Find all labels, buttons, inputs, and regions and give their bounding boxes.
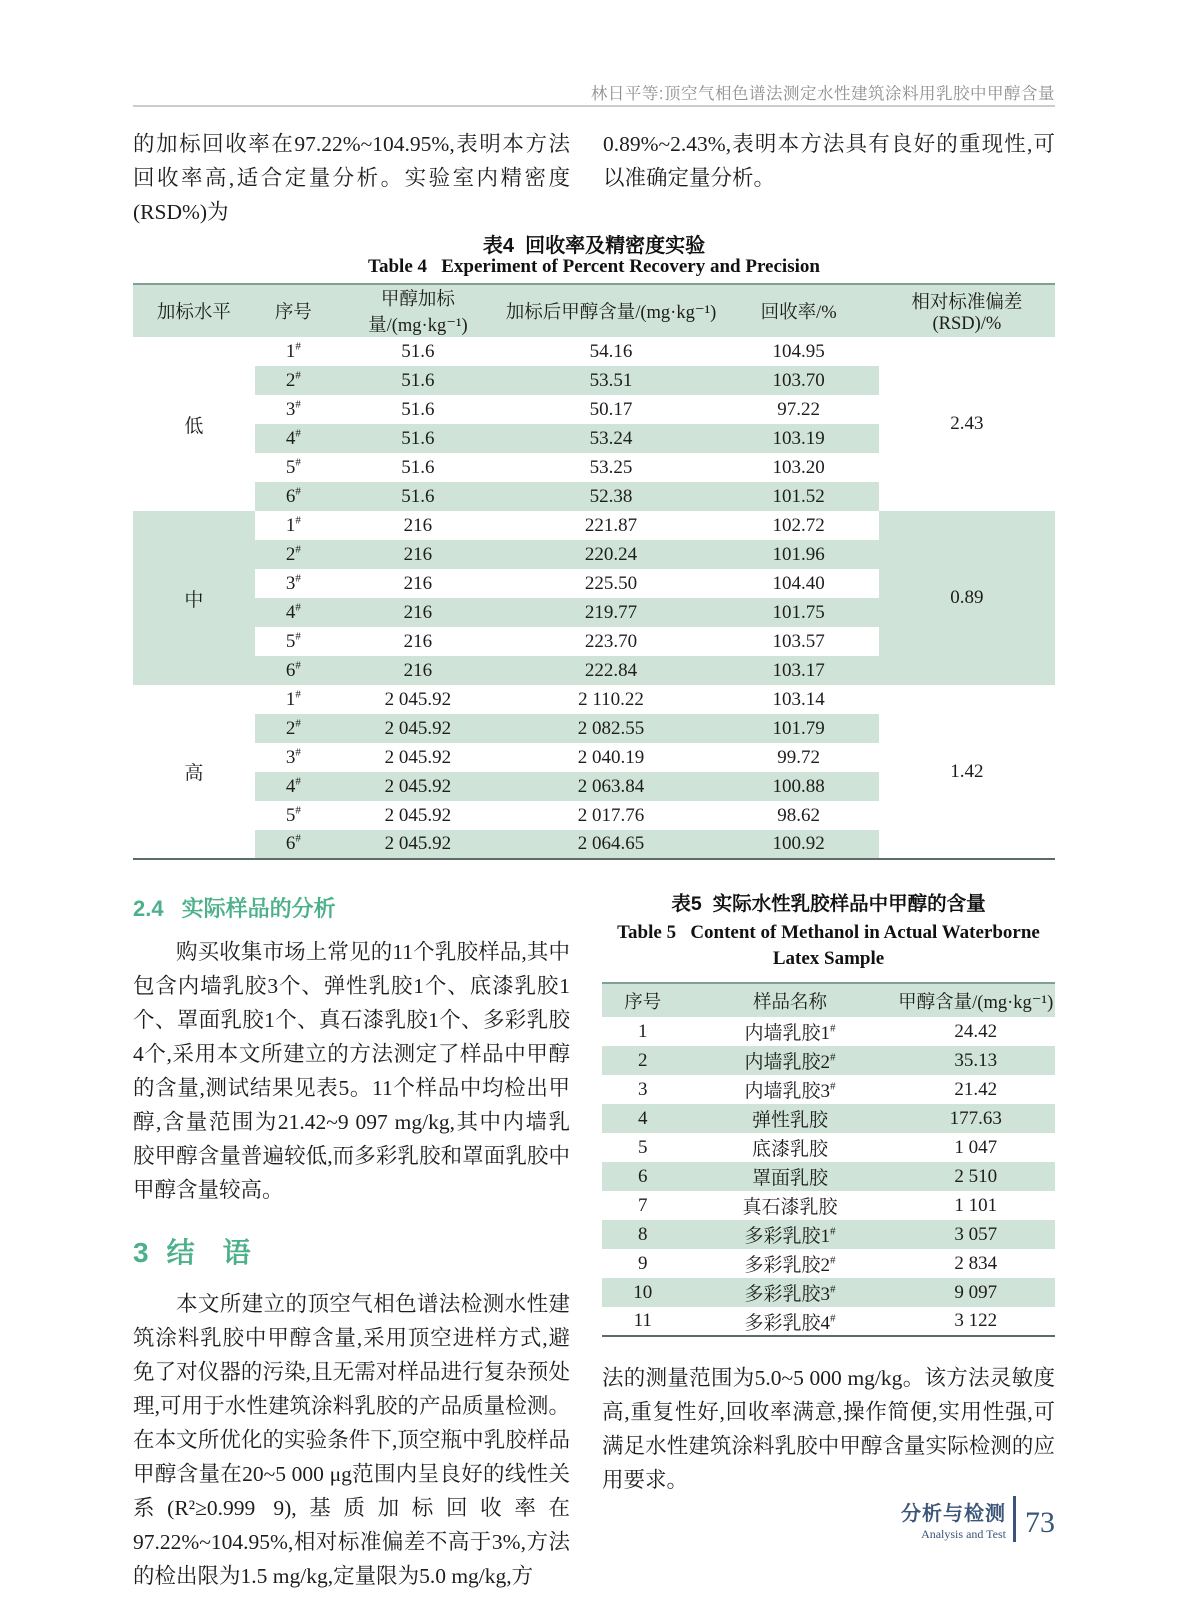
hash-superscript: # (295, 572, 301, 585)
table-cell: 103.57 (772, 630, 825, 652)
table-cell: 2 045.92 (384, 746, 452, 768)
recovery-precision-table (133, 283, 1055, 860)
table-cell: 225.50 (584, 572, 638, 594)
table-row (602, 1075, 1055, 1104)
table-cell: 216 (332, 656, 503, 685)
table4-body (133, 337, 1055, 859)
table-row (133, 511, 1055, 540)
spike-level-cell: 低 (184, 415, 204, 437)
table-cell: 2 834 (954, 1252, 998, 1274)
section-number: 3 (133, 1237, 149, 1268)
table-cell: 50.17 (589, 398, 633, 420)
table-row (602, 1162, 1055, 1191)
table-cell: 52.38 (504, 482, 719, 511)
hash-superscript: # (829, 1051, 836, 1064)
table-cell: 2 510 (896, 1162, 1055, 1191)
table-cell: 51.6 (332, 366, 503, 395)
table-cell: 2# (255, 366, 332, 395)
table-cell: 1 047 (954, 1136, 998, 1158)
table-row (133, 337, 1055, 366)
spike-level-cell: 高 (184, 763, 204, 784)
table-cell: 3 122 (954, 1310, 998, 1331)
table-cell: 6 (602, 1162, 684, 1191)
section-title: 实际样品的分析 (181, 896, 336, 921)
table5-title-en: Table 5 Content of Methanol in Actual Waterborne Latex Sample (617, 922, 1045, 969)
column-header: 加标水平 (133, 284, 255, 337)
column-header: 样品名称 (684, 983, 897, 1017)
section-title: 结 语 (166, 1237, 251, 1268)
table4-header-row (133, 284, 1055, 337)
column-header: 加标后甲醇含量/(mg·kg⁻¹) (504, 284, 719, 337)
closing-paragraph: 法的测量范围为5.0~5 000 mg/kg。该方法灵敏度高,重复性好,回收率满意,操作简便,实用性强,可满足水性建筑涂料乳胶中甲醇含量实际检测的应用要求。 (602, 1366, 1055, 1492)
section-3-paragraph: 本文所建立的顶空气相色谱法检测水性建筑涂料乳胶中甲醇含量,采用顶空进样方式,避免了对仪器的污染,且无需对样品进行复杂预处理,可用于水性建筑涂料乳胶的产品质量检测。在本文所优化的实验条件下,顶空瓶中乳胶样品甲醇含量在20~5 000 μg范围内呈良好的线性关系(R²≥0.999 9),基质加标回收率在97.22%~104.95%,相对标准偏差不高于3%,方法的检出限为1.5 mg/kg,定量限为5.0 mg/kg,方 (133, 1292, 570, 1588)
table-cell: 101.52 (718, 482, 878, 511)
table-cell: 53.25 (589, 456, 633, 478)
hash-superscript: # (295, 456, 301, 469)
table4-title-en: Table 4 Experiment of Percent Recovery and Precision (368, 256, 820, 277)
intro-right-paragraph: 0.89%~2.43%,表明本方法具有良好的重现性,可以准确定量分析。 (603, 132, 1055, 190)
table-cell: 220.24 (504, 540, 719, 569)
table-cell: 221.87 (584, 514, 638, 536)
table-cell: 51.6 (332, 482, 503, 511)
table-cell: 11 (633, 1310, 652, 1331)
running-header: 林日平等:顶空气相色谱法测定水性建筑涂料用乳胶中甲醇含量 (590, 85, 1055, 103)
table-cell: 2 045.92 (384, 804, 452, 826)
table-cell: 104.95 (772, 340, 825, 362)
table-cell: 102.72 (772, 514, 825, 536)
table-cell: 1# (285, 514, 301, 536)
hash-superscript: # (295, 427, 301, 440)
hash-superscript: # (295, 775, 301, 788)
left-column (133, 880, 570, 1593)
table-cell: 2 045.92 (332, 830, 503, 859)
right-column (602, 880, 1055, 1593)
column-header: 序号 (602, 983, 684, 1017)
table-cell: 3# (285, 398, 301, 420)
rsd-cell: 0.89 (879, 511, 1055, 685)
table-cell: 99.72 (777, 746, 821, 768)
table-cell: 103.19 (718, 424, 878, 453)
rsd-cell: 2.43 (950, 413, 984, 434)
table5-head (602, 983, 1055, 1017)
table-cell: 101.75 (718, 598, 878, 627)
footer-divider-bar (1013, 1496, 1016, 1542)
hash-superscript: # (295, 659, 301, 672)
table-cell: 3 057 (896, 1220, 1055, 1249)
hash-superscript: # (295, 746, 301, 759)
table-cell: 3# (285, 572, 301, 594)
journal-section-name (901, 1497, 1006, 1542)
column-header: 序号 (255, 284, 332, 337)
table-cell: 6# (255, 482, 332, 511)
section-number: 2.4 (133, 896, 164, 921)
page-footer (901, 1496, 1055, 1542)
table4-container (133, 283, 1055, 860)
table-cell: 8 (602, 1220, 684, 1249)
table5-header-row (602, 983, 1055, 1017)
table-cell: 3 (638, 1078, 648, 1100)
table-cell: 5 (638, 1136, 648, 1158)
table-row (602, 1133, 1055, 1162)
table-cell: 223.70 (584, 630, 638, 652)
table-cell: 100.92 (718, 830, 878, 859)
column-header: 甲醇含量/(mg·kg⁻¹) (896, 983, 1055, 1017)
table-cell: 53.51 (504, 366, 719, 395)
table-cell: 2# (255, 540, 332, 569)
table-row (602, 1046, 1055, 1075)
table-cell: 2 064.65 (504, 830, 719, 859)
hash-superscript: # (295, 630, 301, 643)
table-cell: 216 (403, 630, 433, 652)
table-cell: 4# (255, 598, 332, 627)
table-cell: 216 (332, 540, 503, 569)
table-row (602, 1307, 1055, 1336)
column-header: 甲醇加标量/(mg·kg⁻¹) (332, 284, 503, 337)
table-cell: 3# (285, 746, 301, 768)
table-cell: 10 (602, 1278, 684, 1307)
table-cell: 9 097 (896, 1278, 1055, 1307)
table4-title-zh: 表4 回收率及精密度实验 (482, 235, 706, 257)
spike-level-cell: 中 (133, 511, 255, 685)
table-cell: 54.16 (589, 340, 633, 362)
section-3-heading (133, 1231, 570, 1271)
journal-section-zh: 分析与检测 (901, 1502, 1006, 1525)
table-cell: 2 045.92 (332, 772, 503, 801)
table-cell: 24.42 (954, 1020, 998, 1042)
hash-superscript: # (829, 1022, 836, 1035)
table5-title-zh: 表5 实际水性乳胶样品中甲醇的含量 (671, 893, 986, 915)
column-header: 相对标准偏差(RSD)/% (879, 284, 1055, 337)
lower-columns (133, 880, 1055, 1593)
table-cell: 弹性乳胶 (684, 1104, 897, 1133)
table-cell: 104.40 (772, 572, 825, 594)
page-number: 73 (1025, 1506, 1055, 1539)
section-2-4-heading (133, 892, 570, 923)
table-cell: 1# (285, 688, 301, 710)
hash-superscript: # (295, 398, 301, 411)
table-cell: 多彩乳胶2# (744, 1254, 836, 1276)
table-cell: 1 (638, 1020, 648, 1042)
column-header: 回收率/% (718, 284, 878, 337)
table-cell: 内墙乳胶1# (744, 1022, 836, 1044)
table-cell: 6# (255, 830, 332, 859)
hash-superscript: # (295, 369, 301, 382)
hash-superscript: # (829, 1283, 836, 1296)
hash-superscript: # (829, 1312, 836, 1325)
rsd-cell: 1.42 (950, 760, 984, 782)
table-cell: 103.20 (772, 456, 825, 478)
table5-container (602, 982, 1055, 1337)
table-cell: 101.79 (718, 714, 878, 743)
table-row (602, 1191, 1055, 1220)
hash-superscript: # (295, 485, 301, 498)
section-2-4-paragraph: 购买收集市场上常见的11个乳胶样品,其中包含内墙乳胶3个、弹性乳胶1个、底漆乳胶1个、罩面乳胶1个、真石漆乳胶1个、多彩乳胶4个,采用本文所建立的方法测定了样品中甲醇的含量,测试结果见表5。11个样品中均检出甲醇,含量范围为21.42~9 097 mg/kg,其中内墙乳胶甲醇含量普遍较低,而多彩乳胶和罩面乳胶中甲醇含量较高。 (133, 940, 570, 1202)
table-row (602, 1249, 1055, 1278)
table-cell: 4# (255, 772, 332, 801)
methanol-content-table (602, 982, 1055, 1337)
table-row (602, 1017, 1055, 1046)
hash-superscript: # (829, 1254, 836, 1267)
table-cell: 2 040.19 (577, 746, 645, 768)
table-cell: 177.63 (896, 1104, 1055, 1133)
table-cell: 1 101 (954, 1194, 998, 1216)
table-cell: 219.77 (504, 598, 719, 627)
table-row (602, 1220, 1055, 1249)
table-cell: 97.22 (777, 398, 821, 420)
hash-superscript: # (295, 804, 301, 817)
table5-body (602, 1017, 1055, 1336)
table-cell: 2 045.92 (384, 688, 452, 710)
table-cell: 51.6 (401, 398, 435, 420)
table-cell: 7 (638, 1194, 648, 1216)
table-cell: 21.42 (954, 1078, 998, 1100)
table-cell: 53.24 (504, 424, 719, 453)
table-row (602, 1278, 1055, 1307)
table-cell: 多彩乳胶4# (744, 1312, 836, 1334)
hash-superscript: # (295, 717, 301, 730)
hash-superscript: # (295, 543, 301, 556)
table-cell: 罩面乳胶 (684, 1162, 897, 1191)
table-cell: 5# (285, 630, 301, 652)
table-cell: 2 082.55 (504, 714, 719, 743)
table-cell: 2 017.76 (577, 804, 645, 826)
table-cell: 2# (255, 714, 332, 743)
table-cell: 101.96 (718, 540, 878, 569)
table-cell: 真石漆乳胶 (742, 1197, 838, 1218)
hash-superscript: # (295, 340, 301, 353)
table-cell: 底漆乳胶 (751, 1139, 828, 1160)
hash-superscript: # (295, 514, 301, 527)
table-cell: 2 (602, 1046, 684, 1075)
hash-superscript: # (295, 832, 301, 845)
table-cell: 多彩乳胶3# (684, 1278, 897, 1307)
intro-left-paragraph: 的加标回收率在97.22%~104.95%,表明本方法回收率高,适合定量分析。实验室内精密度(RSD%)为 (133, 132, 570, 224)
table-cell: 4# (255, 424, 332, 453)
table-cell: 216 (403, 514, 433, 536)
journal-section-en: Analysis and Test (921, 1526, 1006, 1541)
table-cell: 5# (285, 804, 301, 826)
table-cell: 2 045.92 (332, 714, 503, 743)
table-cell: 51.6 (401, 456, 435, 478)
table-cell: 1# (285, 340, 301, 362)
table-cell: 9 (638, 1252, 648, 1274)
table-cell: 内墙乳胶3# (744, 1080, 836, 1102)
table4-head (133, 284, 1055, 337)
table-cell: 多彩乳胶1# (684, 1220, 897, 1249)
table-cell: 5# (285, 456, 301, 478)
table-cell: 222.84 (504, 656, 719, 685)
table-cell: 4 (602, 1104, 684, 1133)
table-cell: 6# (255, 656, 332, 685)
table-cell: 103.14 (772, 688, 825, 710)
table-cell: 216 (332, 598, 503, 627)
intro-columns (133, 127, 1055, 229)
table-cell: 216 (403, 572, 433, 594)
table-row (602, 1104, 1055, 1133)
table-cell: 51.6 (332, 424, 503, 453)
table-cell: 35.13 (896, 1046, 1055, 1075)
table-cell: 内墙乳胶2# (684, 1046, 897, 1075)
header-rule (133, 105, 1055, 107)
table-cell: 2 110.22 (578, 688, 644, 710)
table-cell: 2 063.84 (504, 772, 719, 801)
table-cell: 98.62 (777, 804, 821, 826)
table-cell: 100.88 (718, 772, 878, 801)
table-row (133, 685, 1055, 714)
table-cell: 103.17 (718, 656, 878, 685)
hash-superscript: # (829, 1225, 836, 1238)
hash-superscript: # (295, 601, 301, 614)
table-cell: 51.6 (401, 340, 435, 362)
hash-superscript: # (295, 688, 301, 701)
hash-superscript: # (829, 1080, 836, 1093)
table-cell: 103.70 (718, 366, 878, 395)
